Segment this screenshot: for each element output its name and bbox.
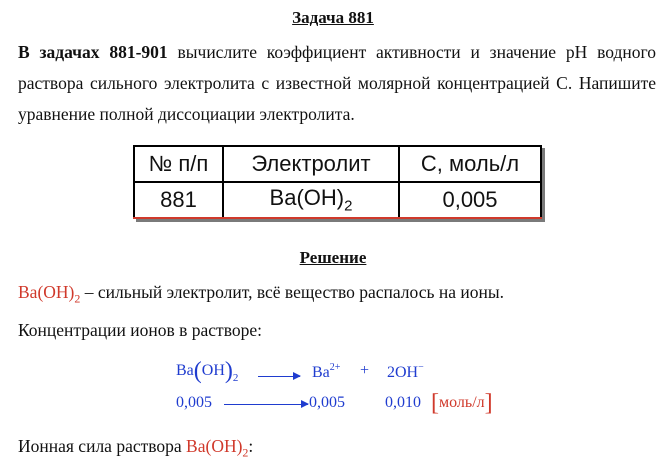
table-row <box>134 182 541 218</box>
conc-reactant: 0,005 <box>176 394 212 411</box>
cell-number: 881 <box>134 182 223 218</box>
formula-ba-oh2: $Ba(OH)_2$ <box>18 282 81 306</box>
equation-plus: + <box>360 362 370 379</box>
conc-unit: [моль/л] <box>431 390 493 416</box>
task-statement <box>18 37 656 130</box>
reaction-arrow <box>258 376 300 377</box>
cell-concentration: 0,005 <box>399 182 541 218</box>
header-electrolyte: Электролит <box>223 146 399 182</box>
conc-arrow <box>224 404 308 405</box>
equation-reactant: $Ba(OH)_2$ <box>176 358 239 384</box>
data-table <box>133 145 542 219</box>
task-title: Задача 881 <box>292 8 374 27</box>
conc-oh-ion: 0,010 <box>385 394 421 411</box>
task-text: вычислите коэффициент активности и значение pH водного раствора сильного электролита с известной молярной концентрацией C. Напишите уравнение полной диссоциации электролита. <box>18 42 656 124</box>
solution-heading: Решение <box>299 248 367 267</box>
equation-ba-ion: $Ba^{2+}$ <box>312 362 341 381</box>
solution-line-1 <box>18 282 504 307</box>
equation-oh-ion: 2OH− <box>387 362 424 381</box>
task-range: В задачах 881-901 <box>18 42 168 62</box>
table-header-row <box>134 146 541 182</box>
solution-line-3: Ионная сила раствора $Ba(OH)_2$: <box>18 436 254 460</box>
electrolyte-formula: Ba(OH) <box>269 185 345 211</box>
formula-ba-oh2-2: $Ba(OH)_2$ <box>186 436 249 460</box>
line1-text: – сильный электролит, всё вещество распалось на ионы. <box>80 282 504 302</box>
cell-electrolyte <box>223 182 399 218</box>
solution-line-2: Концентрации ионов в растворе: <box>18 320 262 340</box>
line3-text: Ионная сила раствора <box>18 436 187 456</box>
electrolyte-subscript: 2 <box>344 197 353 215</box>
header-concentration: C, моль/л <box>399 146 541 182</box>
header-number: № п/п <box>134 146 223 182</box>
conc-ba-ion: 0,005 <box>309 394 345 411</box>
